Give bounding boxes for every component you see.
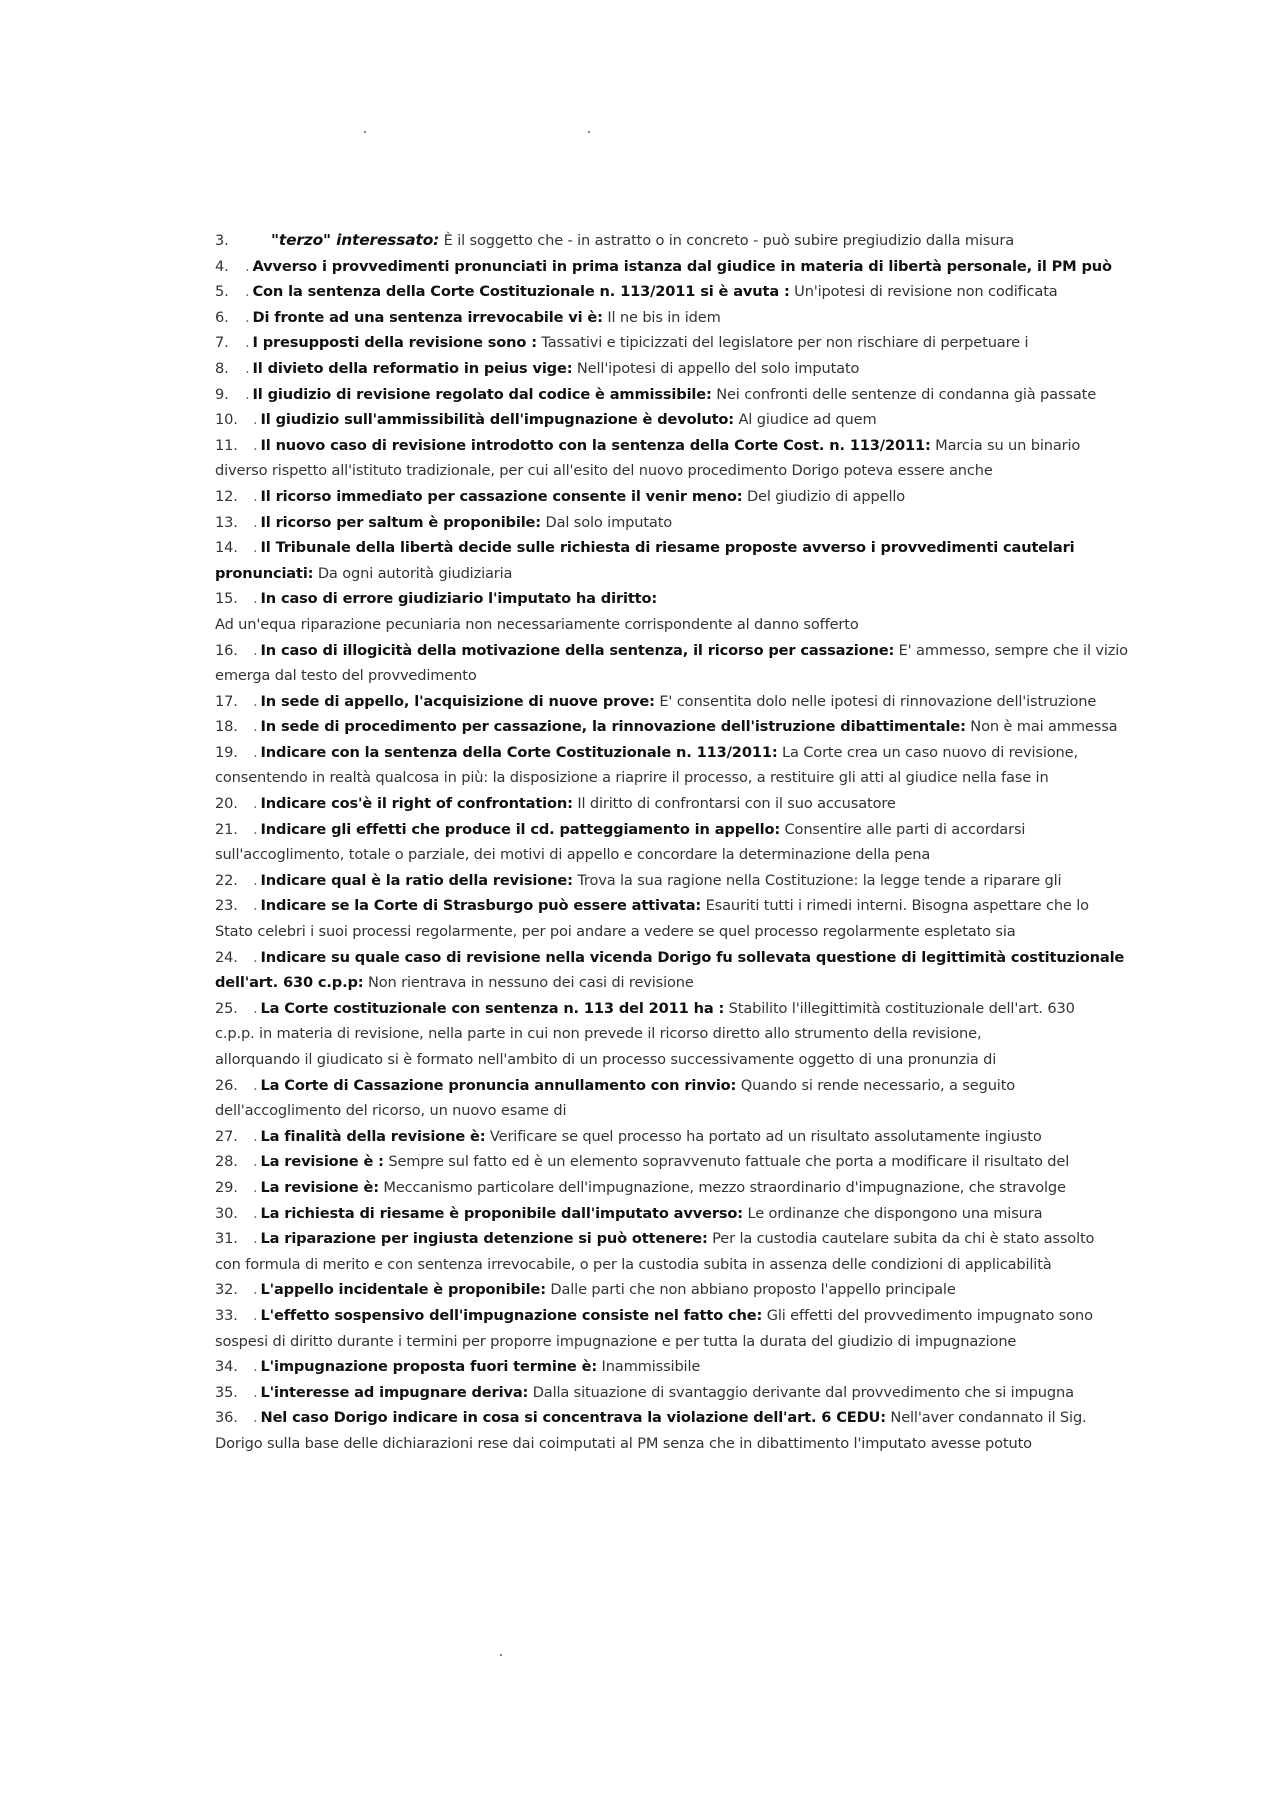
list-item — [215, 407, 1130, 433]
scan-speck — [364, 131, 366, 133]
item-answer: Il ne bis in idem — [602, 308, 721, 326]
item-question: Indicare qual è la ratio della revisione: — [260, 871, 573, 889]
item-answer: Dalle parti che non abbiano proposto l'appello principale — [545, 1281, 956, 1299]
item-question: Il giudizio sull'ammissibilità dell'impugnazione è devoluto: — [260, 411, 734, 429]
list-item — [215, 714, 1130, 740]
item-separator: . — [253, 411, 258, 429]
item-answer: Nell'aver condannato il Sig. — [885, 1409, 1087, 1427]
item-question: La riparazione per ingiusta detenzione si può ottenere: — [260, 1230, 708, 1248]
item-separator: . — [253, 743, 258, 761]
item-question: La finalità della revisione è: — [260, 1127, 486, 1145]
item-question: In sede di procedimento per cassazione, la rinnovazione dell'istruzione dibattimentale: — [260, 718, 966, 736]
item-continuation — [215, 663, 1130, 689]
item-number: 35. — [215, 1383, 238, 1401]
item-answer: Dalla situazione di svantaggio derivante dal provvedimento che si impugna — [528, 1383, 1074, 1401]
item-number: 25. — [215, 999, 238, 1017]
item-answer: La Corte crea un caso nuovo di revisione, — [777, 743, 1078, 761]
list-item — [215, 1175, 1130, 1201]
item-question: "terzo" interessato: — [271, 231, 440, 249]
item-answer: Il diritto di confrontarsi con il suo accusatore — [572, 795, 896, 813]
item-number: 28. — [215, 1153, 238, 1171]
item-answer-continuation: sospesi di diritto durante i termini per proporre impugnazione e per tutta la durata del giudizio di impugnazione — [215, 1332, 1017, 1350]
item-number: 32. — [215, 1281, 238, 1299]
item-separator: . — [253, 820, 258, 838]
list-item — [215, 1354, 1130, 1380]
item-answer: Nell'ipotesi di appello del solo imputato — [572, 359, 860, 377]
item-answer: Trova la sua ragione nella Costituzione: la legge tende a riparare gli — [572, 871, 1062, 889]
item-separator: . — [253, 999, 258, 1017]
item-answer: Per la custodia cautelare subita da chi è stato assolto — [707, 1230, 1095, 1248]
item-number: 27. — [215, 1127, 238, 1145]
item-separator: . — [245, 257, 250, 275]
list-item — [215, 996, 1130, 1073]
item-separator: . — [253, 1076, 258, 1094]
item-answer: Stabilito l'illegittimità costituzionale dell'art. 630 — [724, 999, 1075, 1017]
item-question: Avverso i provvedimenti pronunciati in prima istanza dal giudice in materia di libertà personale, il PM può — [252, 257, 1112, 275]
item-number: 6. — [215, 308, 229, 326]
item-separator: . — [253, 1127, 258, 1145]
item-separator: . — [245, 283, 250, 301]
item-number: 36. — [215, 1409, 238, 1427]
item-continuation — [215, 1252, 1130, 1278]
list-item — [215, 382, 1130, 408]
item-separator: . — [253, 513, 258, 531]
item-question: Con la sentenza della Corte Costituzionale n. 113/2011 si è avuta : — [252, 283, 790, 301]
item-separator: . — [253, 1383, 258, 1401]
item-number: 5. — [215, 283, 229, 301]
item-question: In caso di errore giudiziario l'imputato ha diritto: — [260, 590, 658, 608]
item-question: Il ricorso per saltum è proponibile: — [260, 513, 541, 531]
item-number: 34. — [215, 1358, 238, 1376]
item-separator: . — [253, 1358, 258, 1376]
item-continuation — [215, 1098, 1130, 1124]
item-continuation — [215, 1329, 1130, 1355]
item-number: 14. — [215, 539, 238, 557]
item-question: Indicare gli effetti che produce il cd. patteggiamento in appello: — [260, 820, 781, 838]
item-continuation — [215, 842, 1130, 868]
item-question-continuation: dell'art. 630 c.p.p: — [215, 974, 364, 992]
list-item — [215, 817, 1130, 868]
item-number: 23. — [215, 897, 238, 915]
item-separator: . — [253, 1204, 258, 1222]
item-separator: . — [253, 590, 258, 608]
item-answer-continuation: emerga dal testo del provvedimento — [215, 667, 477, 685]
list-item — [215, 893, 1130, 944]
item-answer-continuation: c.p.p. in materia di revisione, nella parte in cui non prevede il ricorso diretto allo strumento della revisione, — [215, 1025, 982, 1043]
item-question: Di fronte ad una sentenza irrevocabile vi è: — [252, 308, 603, 326]
item-answer: Tassativi e tipicizzati del legislatore per non rischiare di perpetuare i — [536, 334, 1029, 352]
item-continuation — [215, 1021, 1130, 1047]
item-continuation — [215, 919, 1130, 945]
item-number: 33. — [215, 1306, 238, 1324]
item-separator: . — [245, 334, 250, 352]
list-item — [215, 1149, 1130, 1175]
list-item — [215, 1405, 1130, 1456]
list-item — [215, 330, 1130, 356]
list-item — [215, 510, 1130, 536]
item-separator: . — [245, 359, 250, 377]
item-question: L'appello incidentale è proponibile: — [260, 1281, 546, 1299]
item-answer: E' ammesso, sempre che il vizio — [894, 641, 1128, 659]
item-question: La revisione è: — [260, 1178, 379, 1196]
item-separator: . — [253, 897, 258, 915]
item-question: L'interesse ad impugnare deriva: — [260, 1383, 529, 1401]
item-question: La Corte costituzionale con sentenza n. 113 del 2011 ha : — [260, 999, 725, 1017]
item-continuation — [215, 765, 1130, 791]
item-separator: . — [253, 692, 258, 710]
item-question: Il nuovo caso di revisione introdotto con la sentenza della Corte Cost. n. 113/2011: — [260, 436, 931, 454]
list-item — [215, 433, 1130, 484]
item-number: 30. — [215, 1204, 238, 1222]
item-number: 29. — [215, 1178, 238, 1196]
item-answer-continuation: Dorigo sulla base delle dichiarazioni rese dai coimputati al PM senza che in dibattimento l'imputato avesse potuto — [215, 1434, 1032, 1452]
item-number: 3. — [215, 232, 229, 249]
item-number: 4. — [215, 257, 229, 275]
list-item — [215, 1226, 1130, 1277]
item-number: 10. — [215, 411, 238, 429]
list-item — [215, 1303, 1130, 1354]
item-question-continuation: pronunciati: — [215, 564, 314, 582]
list-item — [215, 791, 1130, 817]
item-answer-continuation: Non rientrava in nessuno dei casi di revisione — [363, 974, 694, 992]
item-answer-continuation: dell'accoglimento del ricorso, un nuovo esame di — [215, 1102, 567, 1120]
item-number: 12. — [215, 487, 238, 505]
item-number: 20. — [215, 795, 238, 813]
item-answer: Nei confronti delle sentenze di condanna già passate — [711, 385, 1097, 403]
item-question: La revisione è : — [260, 1153, 384, 1171]
list-item — [215, 484, 1130, 510]
item-number: 17. — [215, 692, 238, 710]
item-separator: . — [253, 487, 258, 505]
item-answer: È il soggetto che - in astratto o in concreto - può subire pregiudizio dalla misura — [439, 232, 1015, 249]
item-continuation — [215, 561, 1130, 587]
list-item — [215, 1073, 1130, 1124]
item-continuation — [215, 458, 1130, 484]
item-question: L'impugnazione proposta fuori termine è: — [260, 1358, 598, 1376]
item-separator: . — [253, 1409, 258, 1427]
item-question: La Corte di Cassazione pronuncia annullamento con rinvio: — [260, 1076, 737, 1094]
item-separator: . — [253, 1281, 258, 1299]
item-answer: Esauriti tutti i rimedi interni. Bisogna aspettare che lo — [701, 897, 1089, 915]
item-question: Indicare se la Corte di Strasburgo può essere attivata: — [260, 897, 702, 915]
item-number: 15. — [215, 590, 238, 608]
list-item — [215, 1201, 1130, 1227]
item-question: La richiesta di riesame è proponibile dall'imputato avverso: — [260, 1204, 743, 1222]
item-answer: Inammissibile — [597, 1358, 701, 1376]
item-question: Indicare su quale caso di revisione nella vicenda Dorigo fu sollevata questione di legittimità costituzionale — [260, 948, 1125, 966]
item-answer: Quando si rende necessario, a seguito — [736, 1076, 1016, 1094]
item-answer: Gli effetti del provvedimento impugnato sono — [762, 1306, 1093, 1324]
item-answer-continuation: con formula di merito e con sentenza irrevocabile, o per la custodia subita in assenza delle condizioni di applicabilità — [215, 1255, 1052, 1273]
item-separator: . — [245, 308, 250, 326]
item-continuation — [215, 612, 1130, 638]
item-answer-continuation: allorquando il giudicato si è formato nell'ambito di un processo successivamente oggetto di una pronunzia di — [215, 1051, 997, 1068]
item-continuation — [215, 1431, 1130, 1457]
item-answer-continuation: consentendo in realtà qualcosa in più: la disposizione a riaprire il processo, a restituire gli atti al giudice nella fase in — [215, 769, 1049, 787]
list-item — [215, 254, 1130, 280]
item-question: L'effetto sospensivo dell'impugnazione consiste nel fatto che: — [260, 1306, 763, 1324]
item-separator: . — [253, 948, 258, 966]
list-item — [215, 638, 1130, 689]
question-answer-list — [215, 228, 1130, 1457]
item-answer: Un'ipotesi di revisione non codificata — [789, 283, 1058, 301]
list-item — [215, 945, 1130, 996]
list-item — [215, 1380, 1130, 1406]
item-number: 16. — [215, 641, 238, 659]
item-question: I presupposti della revisione sono : — [252, 334, 537, 352]
item-number: 18. — [215, 718, 238, 736]
item-answer-continuation: Stato celebri i suoi processi regolarmente, per poi andare a vedere se quel processo regolarmente espletato sia — [215, 923, 1016, 941]
scan-speck — [588, 131, 590, 133]
list-item — [215, 1124, 1130, 1150]
item-number: 7. — [215, 334, 229, 352]
item-answer: Non è mai ammessa — [965, 718, 1118, 736]
item-answer: Consentire alle parti di accordarsi — [780, 820, 1026, 838]
list-item — [215, 586, 1130, 637]
item-separator: . — [253, 1306, 258, 1324]
item-answer-continuation: Ad un'equa riparazione pecuniaria non necessariamente corrispondente al danno sofferto — [215, 615, 859, 633]
item-separator: . — [253, 1153, 258, 1171]
item-question: Il ricorso immediato per cassazione consente il venir meno: — [260, 487, 743, 505]
scan-speck — [500, 1654, 502, 1656]
item-separator: . — [253, 436, 258, 454]
list-item — [215, 279, 1130, 305]
item-answer: Al giudice ad quem — [733, 411, 877, 429]
item-answer-continuation: Da ogni autorità giudiziaria — [313, 564, 513, 582]
list-item — [215, 689, 1130, 715]
item-number: 24. — [215, 948, 238, 966]
item-answer: Le ordinanze che dispongono una misura — [743, 1204, 1043, 1222]
item-question: Il giudizio di revisione regolato dal codice è ammissibile: — [252, 385, 712, 403]
item-answer: Verificare se quel processo ha portato ad un risultato assolutamente ingiusto — [485, 1127, 1042, 1145]
list-item — [215, 305, 1130, 331]
item-answer: E' consentita dolo nelle ipotesi di rinnovazione dell'istruzione — [654, 692, 1097, 710]
item-answer: Meccanismo particolare dell'impugnazione, mezzo straordinario d'impugnazione, che stravolge — [378, 1178, 1066, 1196]
item-number: 26. — [215, 1076, 238, 1094]
item-answer: Marcia su un binario — [930, 436, 1081, 454]
item-question: In sede di appello, l'acquisizione di nuove prove: — [260, 692, 655, 710]
item-question: Indicare cos'è il right of confrontation: — [260, 795, 573, 813]
item-number: 31. — [215, 1230, 238, 1248]
item-number: 8. — [215, 359, 229, 377]
item-number: 11. — [215, 436, 238, 454]
item-answer: Dal solo imputato — [541, 513, 673, 531]
item-separator: . — [253, 1230, 258, 1248]
item-separator: . — [253, 1178, 258, 1196]
item-number: 19. — [215, 743, 238, 761]
list-item — [215, 1277, 1130, 1303]
item-answer: Sempre sul fatto ed è un elemento sopravvenuto fattuale che porta a modificare il risultato del — [383, 1153, 1070, 1171]
item-question: Il divieto della reformatio in peius vige: — [252, 359, 573, 377]
item-question: Nel caso Dorigo indicare in cosa si concentrava la violazione dell'art. 6 CEDU: — [260, 1409, 886, 1427]
item-question: Indicare con la sentenza della Corte Costituzionale n. 113/2011: — [260, 743, 778, 761]
list-item — [215, 228, 1130, 254]
item-separator: . — [253, 871, 258, 889]
item-answer: Del giudizio di appello — [742, 487, 906, 505]
item-question: In caso di illogicità della motivazione della sentenza, il ricorso per cassazione: — [260, 641, 895, 659]
item-number: 22. — [215, 871, 238, 889]
item-question: Il Tribunale della libertà decide sulle richiesta di riesame proposte avverso i provvedimenti cautelari — [260, 539, 1075, 557]
item-answer-continuation: diverso rispetto all'istituto tradizionale, per cui all'esito del nuovo procedimento Dorigo poteva essere anche — [215, 462, 993, 480]
list-item — [215, 740, 1130, 791]
list-item — [215, 535, 1130, 586]
item-separator: . — [253, 539, 258, 557]
item-separator: . — [253, 641, 258, 659]
item-separator: . — [253, 718, 258, 736]
item-separator: . — [245, 385, 250, 403]
item-number: 9. — [215, 385, 229, 403]
item-number: 13. — [215, 513, 238, 531]
item-continuation — [215, 970, 1130, 996]
item-answer-continuation: sull'accoglimento, totale o parziale, dei motivi di appello e concordare la determinazione della pena — [215, 846, 931, 864]
list-item — [215, 356, 1130, 382]
list-item — [215, 868, 1130, 894]
item-separator: . — [253, 795, 258, 813]
item-number: 21. — [215, 820, 238, 838]
